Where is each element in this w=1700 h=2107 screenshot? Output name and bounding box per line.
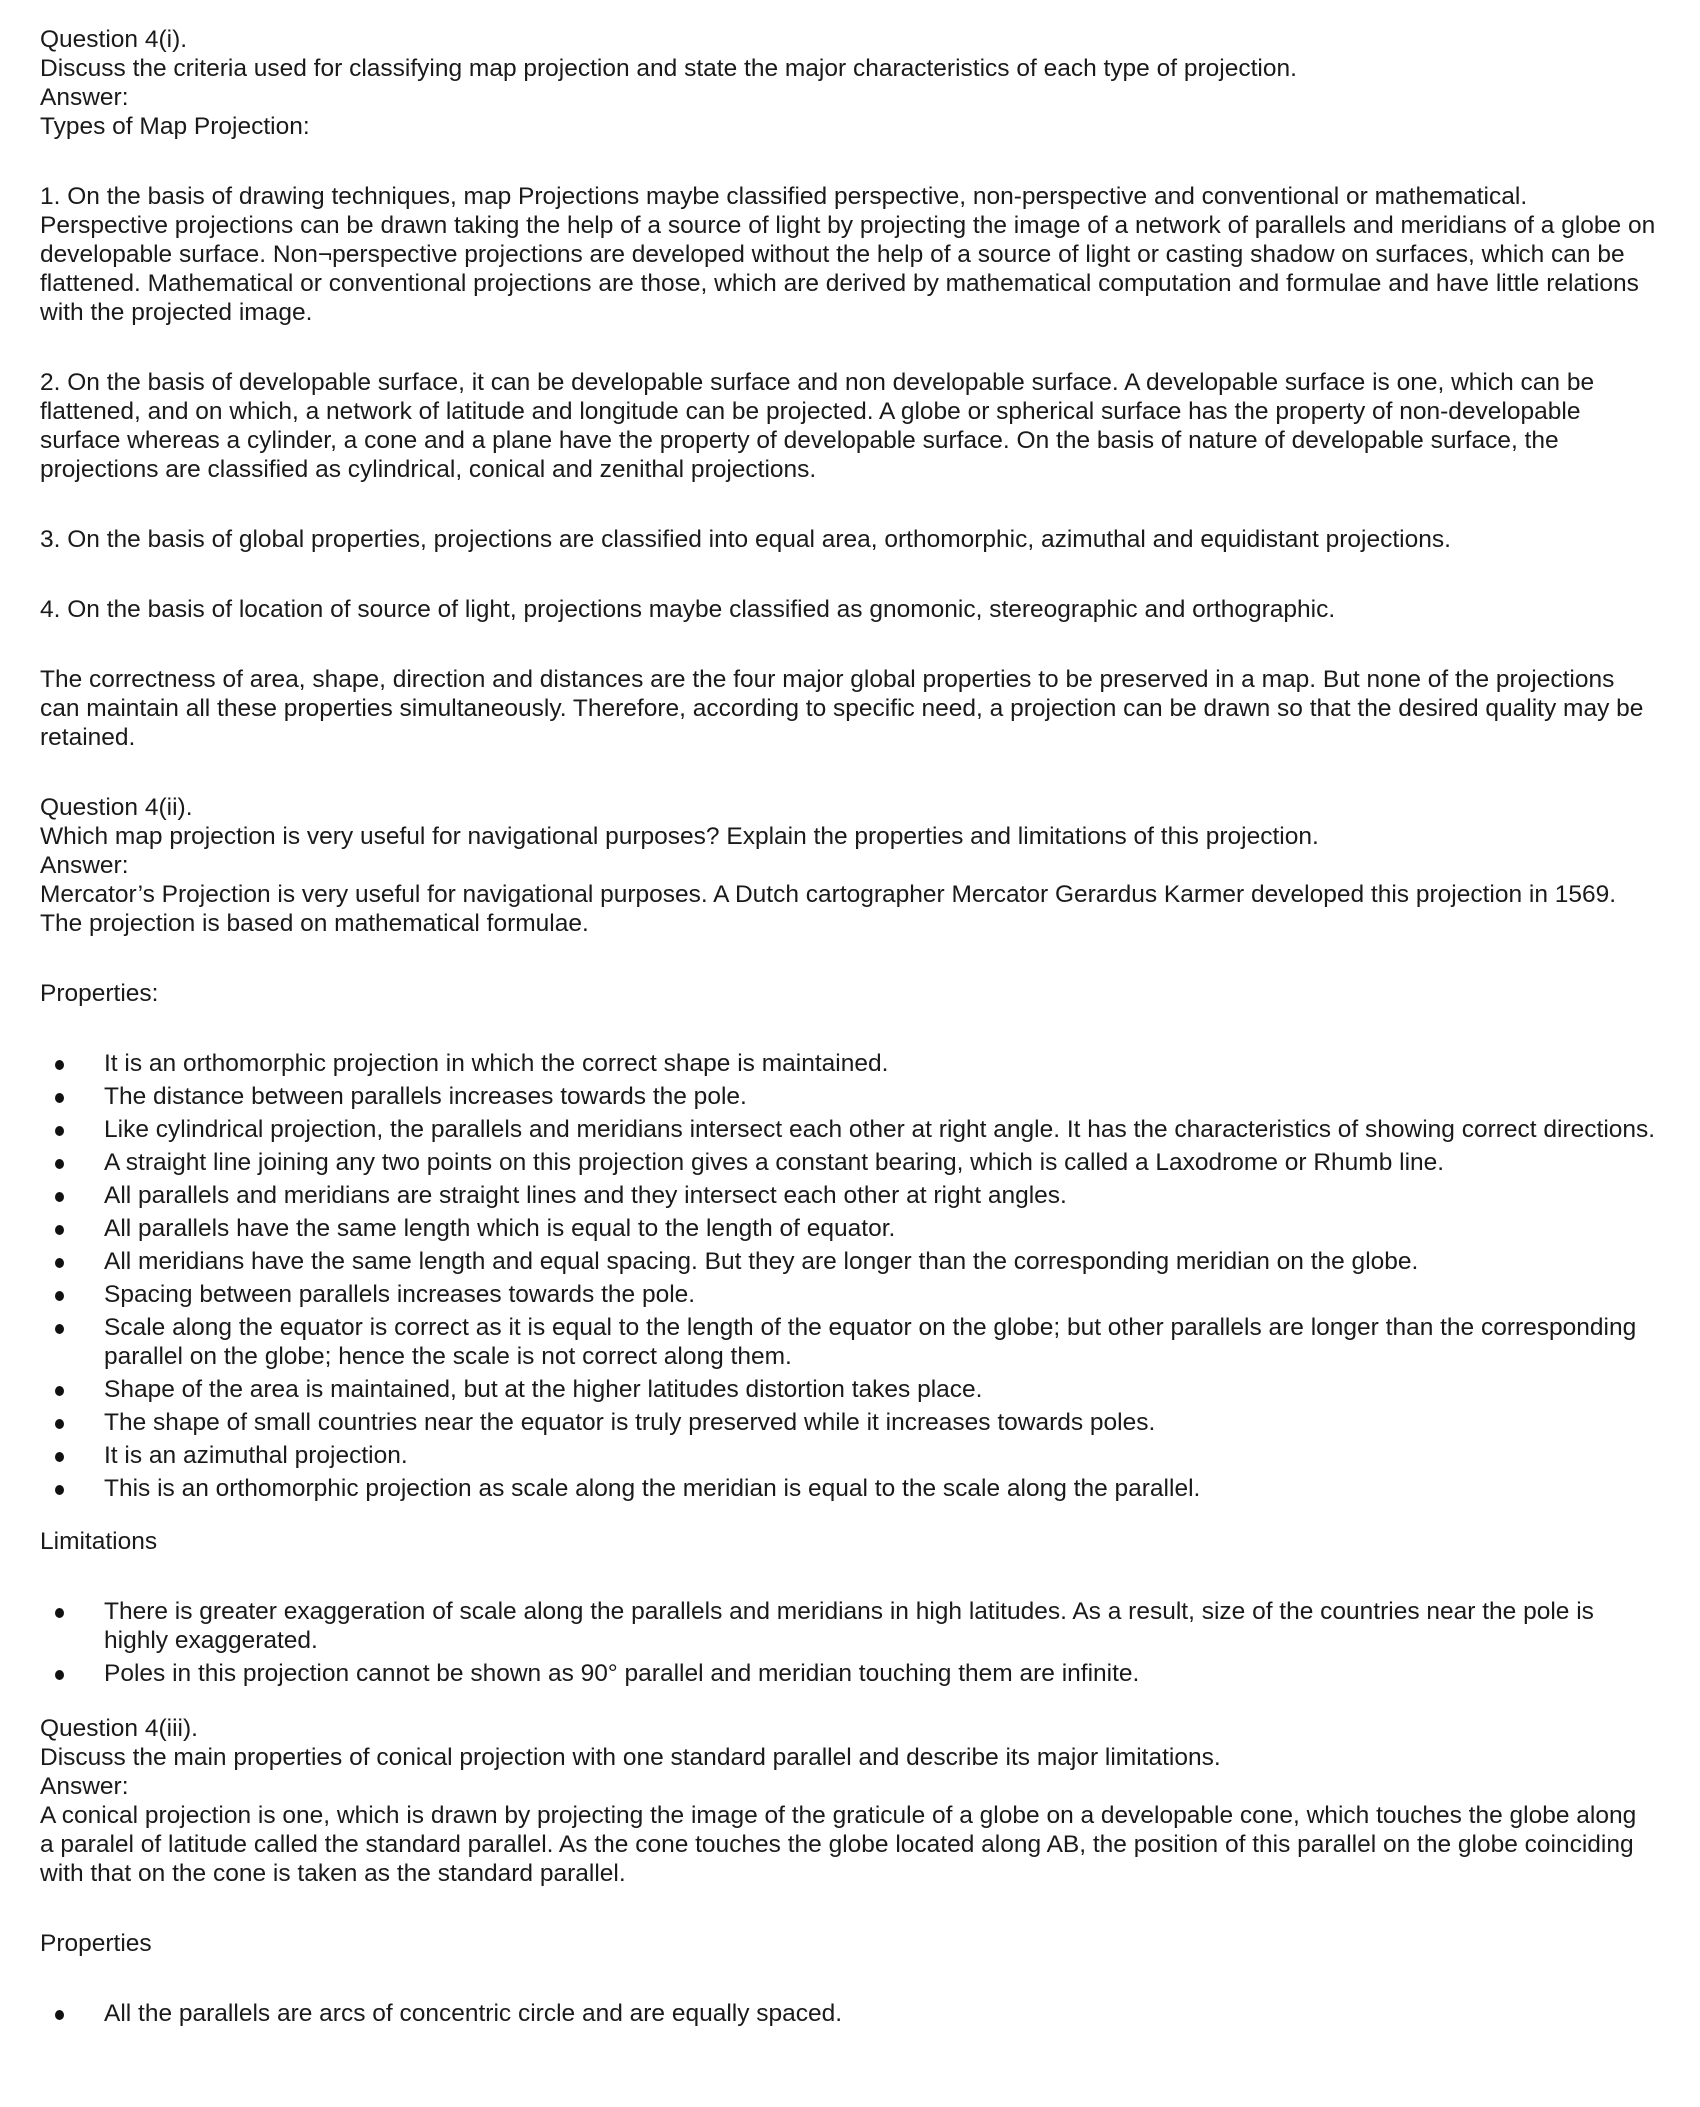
bullet-icon [55, 1060, 64, 1070]
bullet-icon [55, 1386, 64, 1396]
bullet-icon [55, 1093, 64, 1103]
list-item: The distance between parallels increases towards the pole. [40, 1082, 1656, 1111]
bullet-icon [55, 1670, 64, 1680]
bullet-icon [55, 1126, 64, 1136]
answer-label: Answer: [40, 852, 129, 879]
list-item: Shape of the area is maintained, but at the higher latitudes distortion takes place. [40, 1375, 1656, 1404]
bullet-icon [55, 1452, 64, 1462]
answer-label: Answer: [40, 1773, 129, 1800]
properties-label: Properties: [40, 980, 159, 1007]
list-item: The shape of small countries near the equator is truly preserved while it increases towards poles. [40, 1408, 1656, 1437]
answer-paragraph: 4. On the basis of location of source of light, projections maybe classified as gnomonic, stereographic and orthographic. [40, 596, 1336, 623]
list-item: Like cylindrical projection, the parallels and meridians intersect each other at right angle. It has the characteristics of showing correct directions. [40, 1115, 1656, 1144]
bullet-icon [55, 1225, 64, 1235]
question-4ii-section [40, 793, 1656, 1688]
answer-paragraph: Mercator’s Projection is very useful for navigational purposes. A Dutch cartographer Mercator Gerardus Karmer developed this projection in 1569. The projection is based on mathematical formulae. [40, 881, 1617, 937]
limitations-label: Limitations [40, 1528, 158, 1555]
answer-paragraph: 2. On the basis of developable surface, it can be developable surface and non developable surface. A developable surface is one, which can be flattened, and on which, a network of latitude and longitude can be projected. A globe or spherical surface has the property of non-developable surface whereas a cylinder, a cone and a plane have the property of developable surface. On the basis of nature of developable surface, the projections are classified as cylindrical, conical and zenithal projections. [40, 369, 1595, 483]
answer-paragraph: 1. On the basis of drawing techniques, map Projections maybe classified perspective, non-perspective and conventional or mathematical. Perspective projections can be drawn taking the help of a source of light by projecting the image of a network of parallels and meridians of a globe on developable surface. Non¬perspective projections are developed without the help of a source of light or casting shadow on surfaces, which can be flattened. Mathematical or conventional projections are those, which are derived by mathematical computation and formulae and have little relations with the projected image. [40, 183, 1656, 326]
bullet-icon [55, 1324, 64, 1334]
bullet-icon [55, 1419, 64, 1429]
bullet-icon [55, 1291, 64, 1301]
properties-list [40, 1999, 1656, 2028]
properties-list [40, 1049, 1656, 1503]
question-text: Discuss the criteria used for classifying map projection and state the major characteristics of each type of projection. [40, 55, 1297, 82]
subheading: Types of Map Projection: [40, 113, 310, 140]
list-item: There is greater exaggeration of scale along the parallels and meridians in high latitudes. As a result, size of the countries near the pole is highly exaggerated. [40, 1597, 1656, 1655]
answer-paragraph: A conical projection is one, which is drawn by projecting the image of the graticule of a globe on a developable cone, which touches the globe along a paralel of latitude called the standard parallel. As the cone touches the globe located along AB, the position of this parallel on the globe coinciding with that on the cone is taken as the standard parallel. [40, 1802, 1637, 1887]
list-item: It is an azimuthal projection. [40, 1441, 1656, 1470]
list-item: Poles in this projection cannot be shown as 90° parallel and meridian touching them are infinite. [40, 1659, 1656, 1688]
answer-label: Answer: [40, 84, 129, 111]
bullet-icon [55, 1608, 64, 1618]
limitations-list [40, 1597, 1656, 1688]
question-heading: Question 4(iii). [40, 1715, 198, 1742]
bullet-icon [55, 2010, 64, 2020]
bullet-icon [55, 1258, 64, 1268]
bullet-icon [55, 1192, 64, 1202]
list-item: It is an orthomorphic projection in which the correct shape is maintained. [40, 1049, 1656, 1078]
list-item: Spacing between parallels increases towards the pole. [40, 1280, 1656, 1309]
list-item: A straight line joining any two points on this projection gives a constant bearing, which is called a Laxodrome or Rhumb line. [40, 1148, 1656, 1177]
answer-paragraph: 3. On the basis of global properties, projections are classified into equal area, orthomorphic, azimuthal and equidistant projections. [40, 526, 1451, 553]
list-item: Scale along the equator is correct as it is equal to the length of the equator on the globe; but other parallels are longer than the corresponding parallel on the globe; hence the scale is not correct along them. [40, 1313, 1656, 1371]
question-heading: Question 4(i). [40, 26, 188, 53]
question-4i-section [40, 25, 1656, 752]
question-text: Which map projection is very useful for navigational purposes? Explain the properties and limitations of this projection. [40, 823, 1319, 850]
list-item: All parallels and meridians are straight lines and they intersect each other at right angles. [40, 1181, 1656, 1210]
question-text: Discuss the main properties of conical projection with one standard parallel and describe its major limitations. [40, 1744, 1221, 1771]
list-item: All the parallels are arcs of concentric circle and are equally spaced. [40, 1999, 1656, 2028]
question-4iii-section [40, 1714, 1656, 2028]
answer-paragraph: The correctness of area, shape, direction and distances are the four major global properties to be preserved in a map. But none of the projections can maintain all these properties simultaneously. Therefore, according to specific need, a projection can be drawn so that the desired quality may be retained. [40, 666, 1644, 751]
list-item: All meridians have the same length and equal spacing. But they are longer than the corresponding meridian on the globe. [40, 1247, 1656, 1276]
question-heading: Question 4(ii). [40, 794, 193, 821]
bullet-icon [55, 1485, 64, 1495]
bullet-icon [55, 1159, 64, 1169]
properties-label: Properties [40, 1930, 152, 1957]
list-item: This is an orthomorphic projection as scale along the meridian is equal to the scale along the parallel. [40, 1474, 1656, 1503]
list-item: All parallels have the same length which is equal to the length of equator. [40, 1214, 1656, 1243]
